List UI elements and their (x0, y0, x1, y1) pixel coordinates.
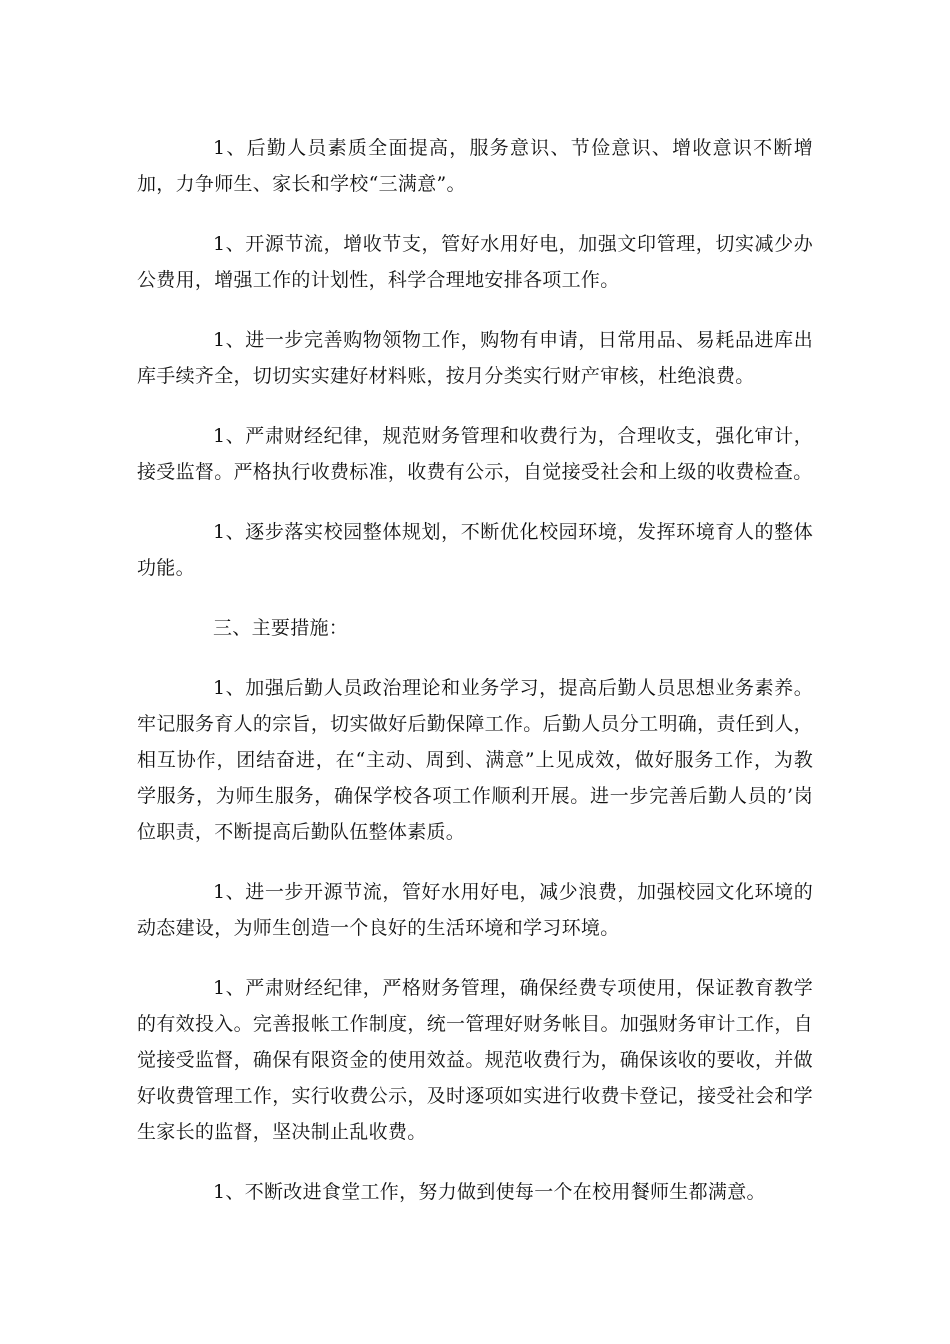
measure-resource-saving: 1、进一步开源节流，管好水用好电，减少浪费，加强校园文化环境的动态建设，为师生创造一个良好的生活环境和学习环境。 (137, 881, 813, 939)
paragraph-cost-saving: 1、开源节流，增收节支，管好水用好电，加强文印管理，切实减少办公费用，增强工作的计划性，科学合理地安排各项工作。 (137, 233, 813, 291)
document-body (137, 130, 813, 1234)
paragraph-campus-planning: 1、逐步落实校园整体规划，不断优化校园环境，发挥环境育人的整体功能。 (137, 521, 813, 579)
paragraph-finance: 1、严肃财经纪律，规范财务管理和收费行为，合理收支，强化审计，接受监督。严格执行收费标准，收费有公示，自觉接受社会和上级的收费检查。 (137, 425, 813, 483)
measure-canteen: 1、不断改进食堂工作，努力做到使每一个在校用餐师生都满意。 (213, 1181, 766, 1203)
section-heading: 三、主要措施： (213, 617, 349, 639)
paragraph-purchasing: 1、进一步完善购物领物工作，购物有申请，日常用品、易耗品进库出库手续齐全，切切实实建好材料账，按月分类实行财产审核，杜绝浪费。 (137, 329, 813, 387)
paragraph-quality: 1、后勤人员素质全面提高，服务意识、节俭意识、增收意识不断增加，力争师生、家长和学校“三满意”。 (137, 137, 813, 195)
measure-financial-discipline: 1、严肃财经纪律，严格财务管理，确保经费专项使用，保证教育教学的有效投入。完善报帐工作制度，统一管理好财务帐目。加强财务审计工作，自觉接受监督，确保有限资金的使用效益。规范收费行为，确保该收的要收，并做好收费管理工作，实行收费公示，及时逐项如实进行收费卡登记，接受社会和学生家长的监督，坚决制止乱收费。 (137, 977, 813, 1143)
measure-staff-training: 1、加强后勤人员政治理论和业务学习，提高后勤人员思想业务素养。牢记服务育人的宗旨，切实做好后勤保障工作。后勤人员分工明确，责任到人，相互协作，团结奋进，在“主动、周到、满意”上见成效，做好服务工作，为教学服务，为师生服务，确保学校各项工作顺利开展。进一步完善后勤人员的’岗位职责，不断提高后勤队伍整体素质。 (137, 677, 813, 843)
